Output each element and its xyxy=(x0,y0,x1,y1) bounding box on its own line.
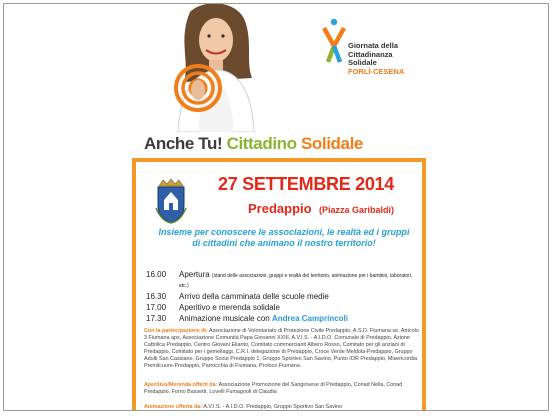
aperitivo-text xyxy=(144,382,420,396)
schedule-time: 16.00 xyxy=(146,270,167,279)
aperitivo-label: Aperitivo/Merenda offerti da: xyxy=(144,382,218,388)
schedule-artist: Andrea Camprincoli xyxy=(271,314,348,323)
event-logo xyxy=(322,16,472,80)
poster xyxy=(3,3,549,411)
aperitivo-sponsors: Associazione Promozione del Sangiovese di Predappio, Conad Nella, Conad Predappio, Forno Bassetti, Lovelli Fumagnoli di Claudia xyxy=(144,382,403,395)
participants-text xyxy=(144,328,420,370)
logo-line-3: Solidale xyxy=(348,58,377,67)
event-intro: Insieme per conoscere le associazioni, le realtà ed i gruppi di cittadini che animano il nostro territorio! xyxy=(158,227,410,248)
participants-list: Associazione di Volontariato di Protezione Civile Predappio, A.S.D. Fiumana se, Articolo 3 Fiumana aps, Associazione Comunità Papa Giovanni XXIII, A.V.I.S. - A.I.D.O. Comunale di Predappio, Azione Cattolica Predappio, Centro Giovani Elianto, Comitato commercianti Albero Rosso, Comitato per gli anziani di Predappio, Comitato per i gemellaggi, C.R.I. delegazione di Predappio, Croce Verde Meldola-Predappio, Gruppo Adulti San Cassiano, Gruppo Scout Predappio 1, Gruppo Sportivo San Savino, Punto IOR Predappio, Misericordia Premilcuore-Predappio, Parrocchia di Fiumana, Proloco Fiumana. xyxy=(144,328,419,369)
event-town: Predappio xyxy=(248,201,312,216)
participants-label: Con la partecipazione di: xyxy=(144,328,208,334)
schedule-title: Apertura xyxy=(179,270,210,279)
headline-part-2: Cittadino xyxy=(226,134,297,153)
logo-line-2: Cittadinanza xyxy=(348,49,393,59)
predappio-crest-icon xyxy=(154,178,188,224)
schedule-time: 16.30 xyxy=(146,292,167,301)
logo-figure-icon xyxy=(322,18,346,64)
schedule xyxy=(146,270,416,325)
animazione-label: Animazione offerta da: xyxy=(144,404,203,410)
animazione-text xyxy=(144,404,420,411)
program-box xyxy=(132,158,426,411)
schedule-note: (stand delle associazioni, gruppi e realtà del territorio, animazione per i bambini, laboratori, etc.) xyxy=(179,273,413,289)
logo-city: FORLÌ-CESENA xyxy=(348,66,405,76)
headline xyxy=(144,134,444,154)
event-date: 27 SETTEMBRE 2014 xyxy=(218,174,394,194)
logo-line-1: Giornata della xyxy=(348,41,399,50)
schedule-title: Aperitivo e merenda solidale xyxy=(179,303,280,312)
schedule-row xyxy=(146,303,416,314)
event-place xyxy=(248,200,394,218)
event-square: (Piazza Garibaldi) xyxy=(319,205,395,215)
woman-illustration xyxy=(154,4,274,132)
schedule-row xyxy=(146,270,416,292)
schedule-title: Animazione musicale con xyxy=(179,314,270,323)
schedule-row xyxy=(146,292,416,303)
schedule-row xyxy=(146,314,416,325)
headline-part-1: Anche Tu! xyxy=(144,134,223,153)
animazione-sponsors: A.V.I.S. - A.I.D.O. Predappio, Gruppo Sportivo San Savino xyxy=(203,404,343,410)
schedule-time: 17.00 xyxy=(146,303,167,312)
schedule-time: 17.30 xyxy=(146,314,167,323)
headline-part-3: Solidale xyxy=(300,134,363,153)
schedule-title: Arrivo della camminata delle scuole medie xyxy=(179,292,329,301)
